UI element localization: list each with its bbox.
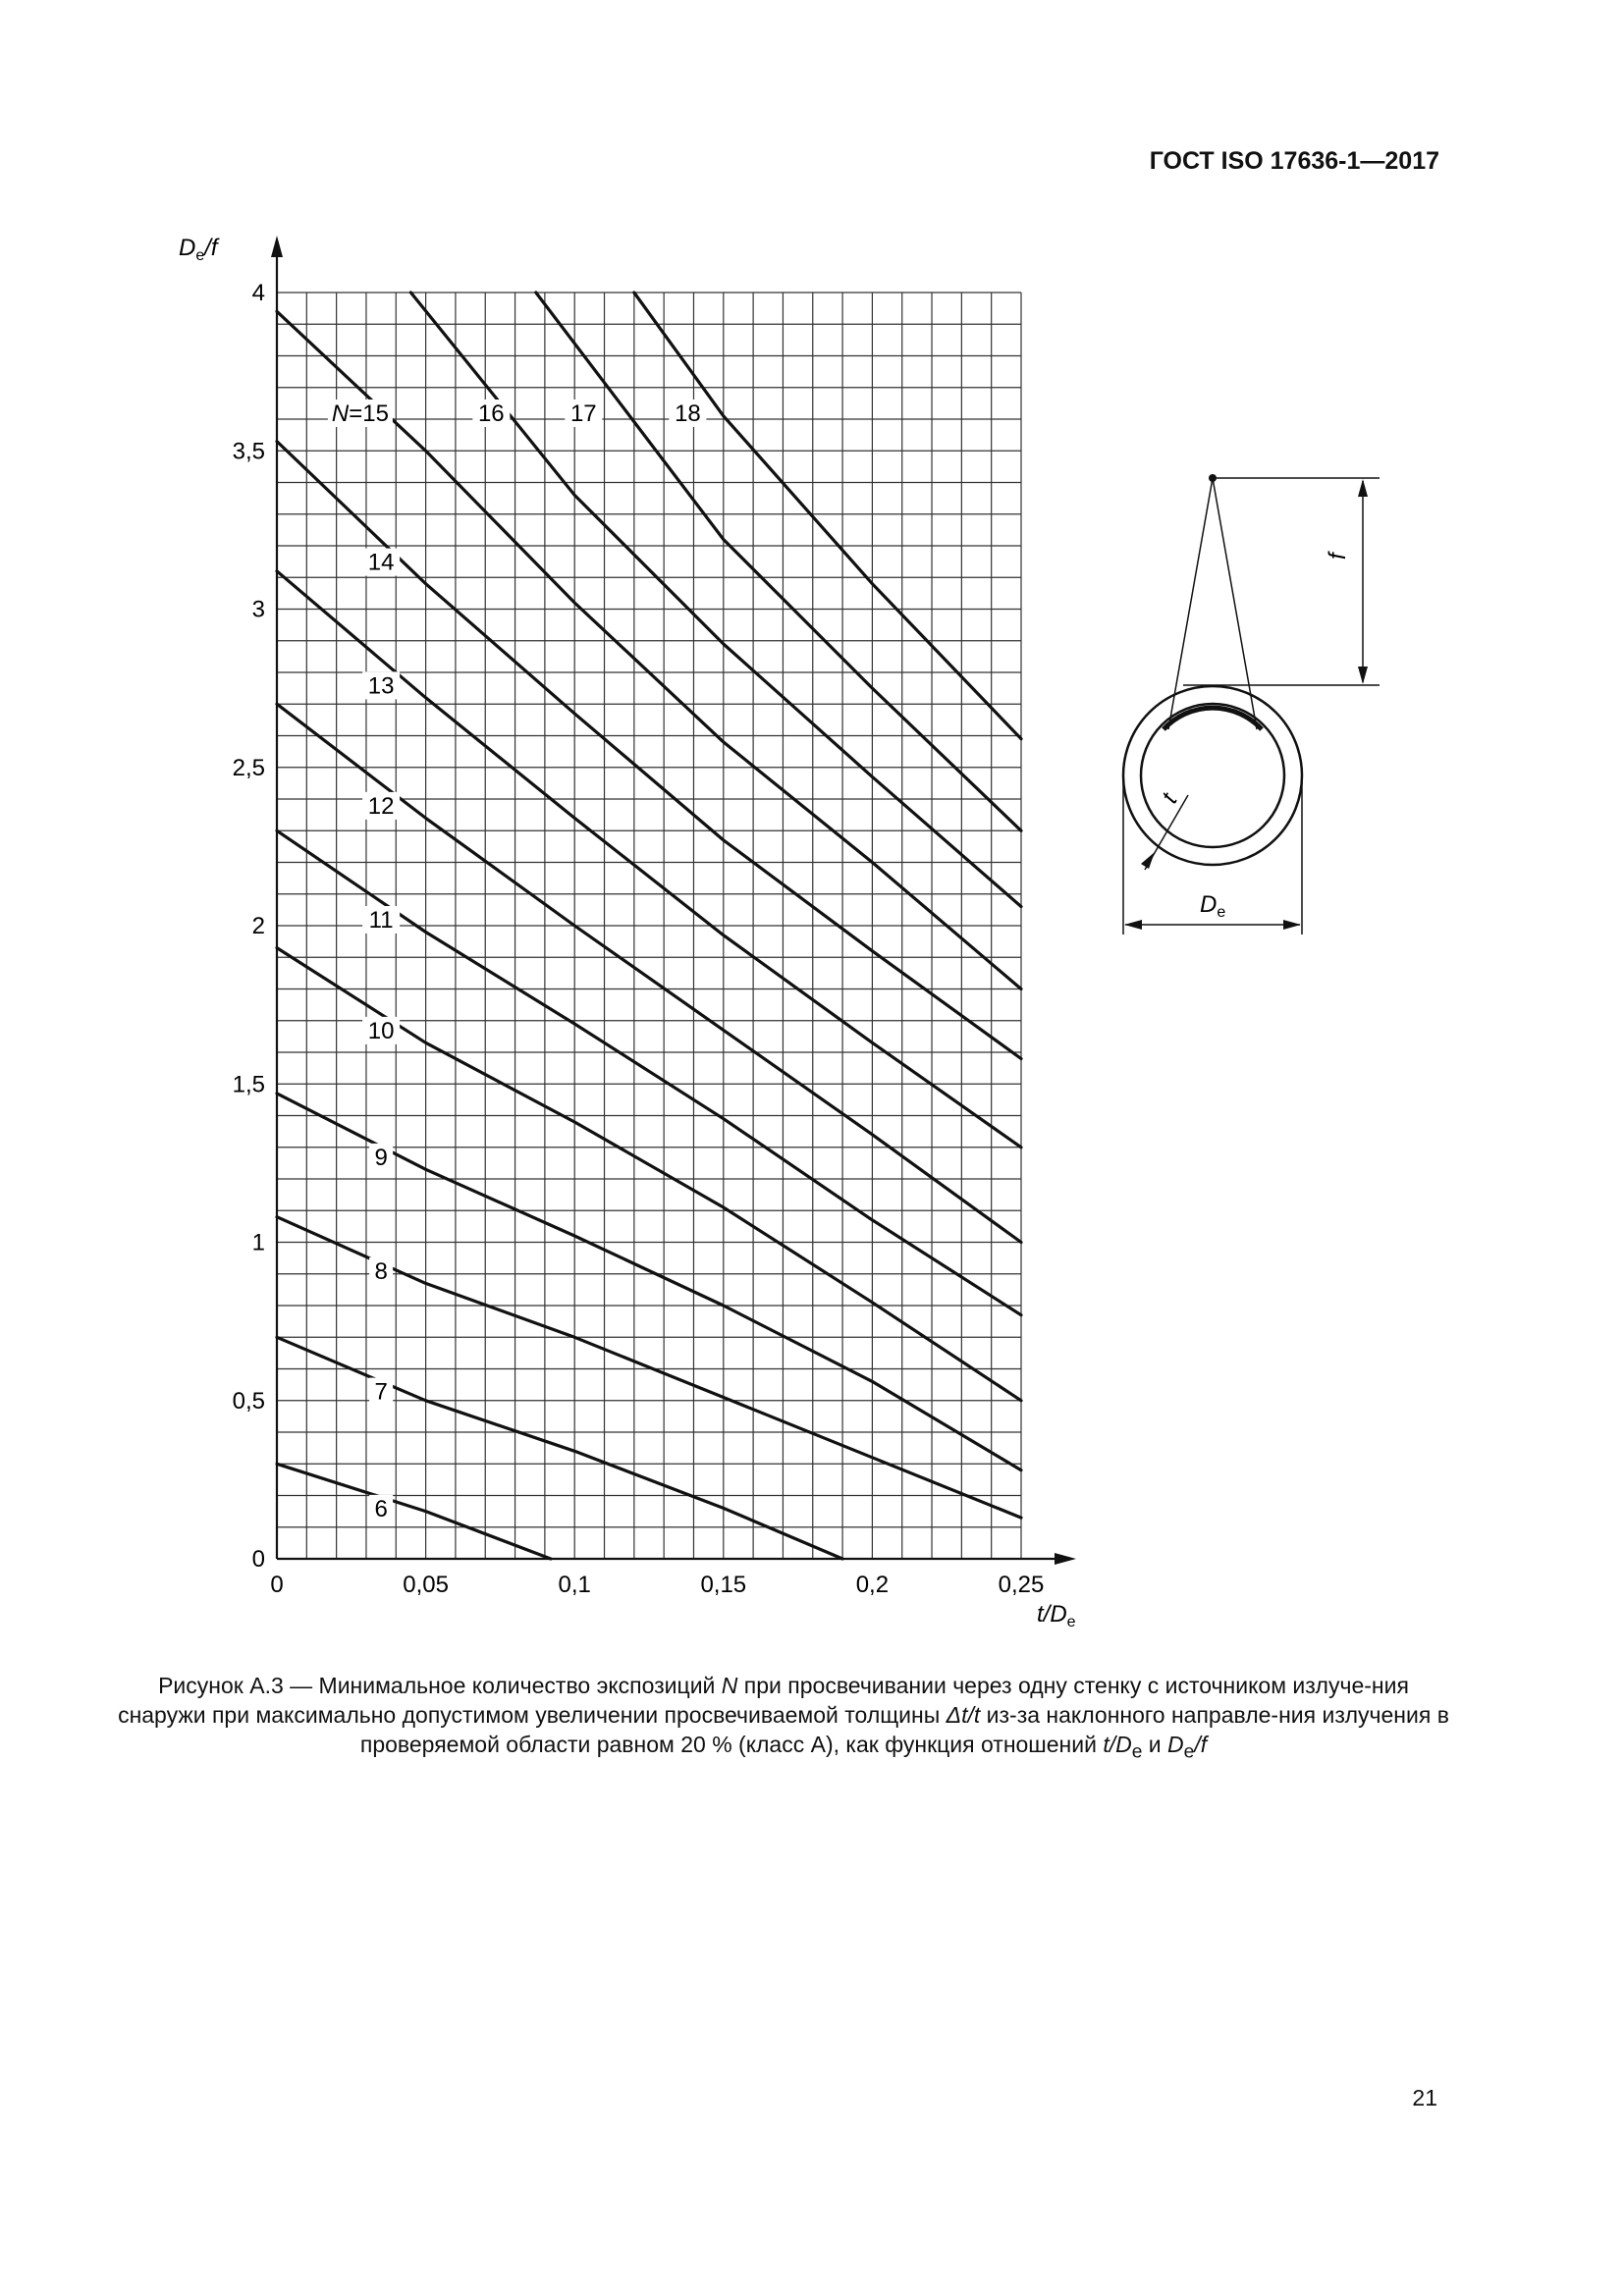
curve-label-n-13: 13	[367, 672, 395, 700]
curve-label-n-8: 8	[374, 1257, 388, 1285]
arrow-t	[1141, 852, 1155, 869]
pipe-outer-wall	[1123, 686, 1302, 865]
curve-label-n-6: 6	[374, 1495, 388, 1522]
x-tick-label: 0,15	[700, 1572, 747, 1598]
arrow-f-bottom	[1358, 667, 1368, 684]
curve-n-16	[410, 293, 1021, 907]
diagram-label-De: $D_e$	[1200, 891, 1226, 921]
curve-label-n-17: 17	[569, 400, 597, 427]
y-tick-label: 3,5	[232, 438, 265, 465]
curve-label-n-16: 16	[477, 400, 505, 427]
pipe-diagram	[1123, 474, 1380, 934]
pipe-inner-wall	[1141, 704, 1284, 847]
x-axis-label	[1037, 1601, 1076, 1630]
chart-axes	[271, 236, 1076, 1565]
x-tick-label: 0,05	[403, 1572, 449, 1598]
curve-label-n-11: 11	[368, 907, 394, 934]
curve-n-13	[277, 571, 1021, 1148]
beam-left	[1168, 478, 1213, 729]
y-tick-label: 2,5	[232, 754, 265, 781]
document-header: ГОСТ ISO 17636-1—2017	[1149, 147, 1439, 175]
arrow-De-left	[1124, 920, 1142, 930]
film-arc	[1164, 708, 1262, 729]
curve-n-6	[277, 1464, 551, 1559]
curve-n-10	[277, 948, 1021, 1401]
curve-label-n-12: 12	[367, 792, 395, 820]
y-axis-arrow	[271, 236, 283, 257]
y-tick-label: 0,5	[232, 1387, 265, 1415]
x-tick-label: 0	[270, 1572, 284, 1598]
beam-right	[1213, 478, 1257, 729]
y-axis-label-tail: /f	[204, 235, 218, 261]
y-tick-label: 1,5	[232, 1071, 265, 1098]
y-tick-label: 1	[251, 1229, 265, 1256]
x-axis-label-main: t/D	[1037, 1601, 1067, 1628]
curve-label-n-10: 10	[367, 1017, 395, 1044]
curve-label-n-9: 9	[374, 1144, 388, 1171]
x-tick-label: 0,25	[998, 1572, 1045, 1598]
x-tick-label: 0,2	[855, 1572, 890, 1598]
curve-n-7	[277, 1337, 842, 1559]
x-tick-label: 0,1	[558, 1572, 591, 1598]
x-axis-arrow	[1055, 1553, 1076, 1565]
page-number: 21	[1412, 2085, 1437, 2110]
diagram-label-f: f	[1325, 553, 1351, 560]
y-axis-label-sub: e	[195, 247, 205, 264]
curve-label-n-14: 14	[367, 549, 395, 576]
y-tick-label: 2	[251, 913, 265, 939]
curve-n-14	[277, 442, 1021, 1059]
curve-label-n-15: N=15	[331, 400, 389, 427]
arrow-f-top	[1358, 479, 1368, 497]
curve-n-17	[536, 293, 1021, 830]
y-tick-label: 0	[251, 1546, 265, 1573]
figure-caption: Рисунок А.3 — Минимальное количество экспозиций N при просвечивании через одну стенку с источником излуче-ния снаружи при максимально допустимом увеличении просвечиваемой толщины Δt/t из-за наклонного направле-ния излучения в проверяемой области равном 20 % (класс А), как функция отношений $t/D_e$ и $D_e/f$	[118, 1673, 1449, 1763]
x-axis-label-sub: e	[1066, 1614, 1076, 1630]
arrow-De-right	[1283, 920, 1301, 930]
curve-label-n-7: 7	[374, 1378, 388, 1406]
y-axis-label	[179, 235, 220, 264]
y-axis-label-main: D	[179, 235, 196, 261]
diagram-label-t: t	[1156, 788, 1183, 808]
y-tick-label: 3	[251, 596, 265, 623]
curve-label-n-18: 18	[675, 400, 701, 427]
y-tick-label: 4	[251, 280, 265, 306]
